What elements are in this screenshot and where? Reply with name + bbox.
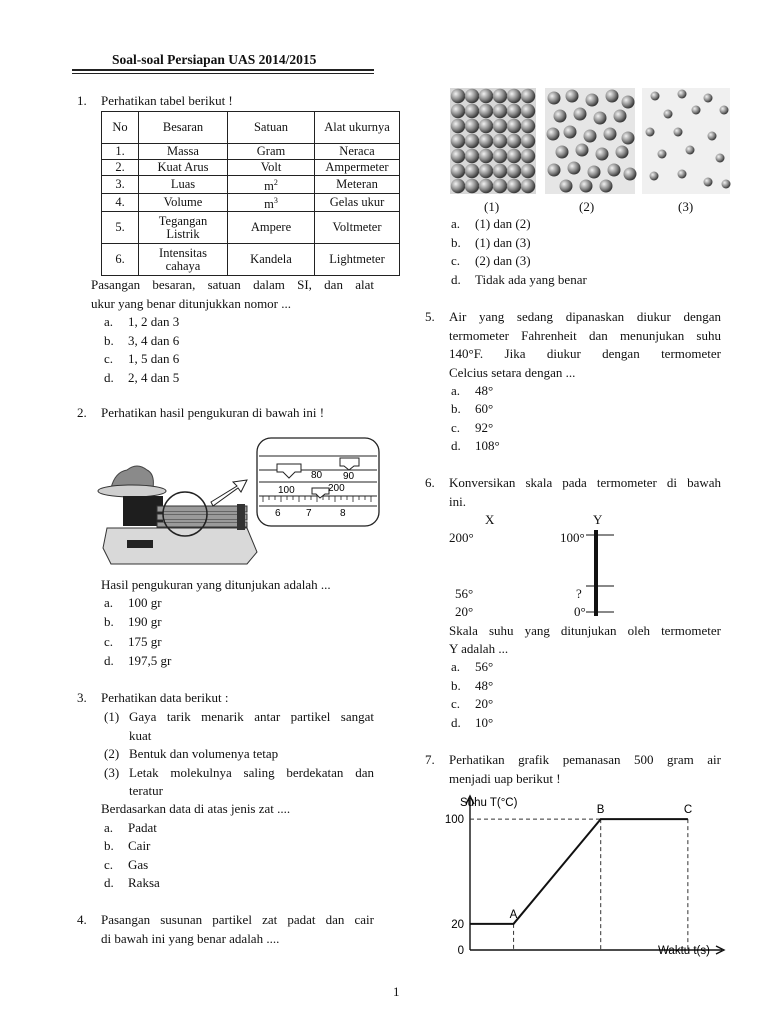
q2-prompt: Perhatikan hasil pengukuran di bawah ini ! bbox=[101, 405, 325, 420]
scale-label: 8 bbox=[340, 508, 346, 519]
particle bbox=[507, 149, 521, 163]
option-letter: c. bbox=[104, 634, 114, 649]
item-text: teratur bbox=[129, 783, 163, 798]
particle bbox=[594, 112, 607, 125]
particle bbox=[584, 130, 597, 143]
balance-beam bbox=[157, 522, 247, 527]
item-text: Bentuk dan volumenya tetap bbox=[129, 746, 279, 761]
figure-label: (3) bbox=[678, 199, 694, 214]
thermometer-stem bbox=[594, 530, 598, 616]
option-text: (1) dan (3) bbox=[475, 235, 531, 250]
option-letter: c. bbox=[451, 253, 461, 268]
particle bbox=[588, 166, 601, 179]
particle bbox=[708, 132, 717, 141]
table-cell: 2. bbox=[102, 160, 139, 176]
table-header: Besaran bbox=[139, 112, 228, 144]
thermo-x-top: 200° bbox=[449, 530, 474, 545]
unit-exponent: 2 bbox=[273, 178, 278, 187]
option-letter: c. bbox=[451, 420, 461, 435]
balance-figure bbox=[97, 436, 382, 572]
particle bbox=[720, 106, 729, 115]
q3-prompt: Perhatikan data berikut : bbox=[101, 690, 229, 705]
particle bbox=[479, 134, 493, 148]
particle bbox=[576, 144, 589, 157]
point-label: C bbox=[683, 804, 693, 817]
particle bbox=[451, 149, 465, 163]
particle bbox=[451, 134, 465, 148]
q5-line3: 140°F. Jika diukur dengan termometer bbox=[449, 346, 721, 361]
table-cell bbox=[228, 194, 315, 212]
table-cell: Gram bbox=[228, 144, 315, 160]
scale-label: 80 bbox=[311, 470, 323, 481]
y-tick-label: 100 bbox=[444, 814, 464, 827]
particle bbox=[616, 146, 629, 159]
option-letter: a. bbox=[104, 314, 114, 329]
option-letter: b. bbox=[104, 614, 114, 629]
q7-line2: menjadi uap berikut ! bbox=[449, 771, 561, 786]
particle bbox=[564, 126, 577, 139]
option-text: 92° bbox=[475, 420, 494, 435]
unit-text: m bbox=[264, 179, 274, 194]
particle bbox=[624, 168, 637, 181]
balance-beam bbox=[157, 514, 247, 520]
particle bbox=[646, 128, 655, 137]
q5-line1: Air yang sedang dipanaskan diukur dengan bbox=[449, 309, 721, 324]
thermo-y-mid: ? bbox=[576, 586, 582, 601]
table-cell: Intensitas cahaya bbox=[139, 244, 228, 276]
header-rule bbox=[72, 69, 374, 71]
table-header: Alat ukurnya bbox=[315, 112, 400, 144]
balance-pan bbox=[98, 485, 166, 497]
option-letter: b. bbox=[451, 678, 461, 693]
option-letter: d. bbox=[104, 653, 114, 668]
particle bbox=[604, 128, 617, 141]
table-cell: Massa bbox=[139, 144, 228, 160]
scale-label: 90 bbox=[343, 471, 355, 482]
particle bbox=[722, 180, 731, 189]
table-cell: Kandela bbox=[228, 244, 315, 276]
particle bbox=[686, 146, 695, 155]
option-text: Padat bbox=[128, 820, 157, 835]
particle bbox=[465, 89, 479, 103]
thermo-x-label: X bbox=[485, 512, 495, 527]
particle bbox=[622, 96, 635, 109]
page-number: 1 bbox=[393, 984, 400, 999]
thermo-y-bot: 0° bbox=[574, 604, 586, 619]
table-cell: 1. bbox=[102, 144, 139, 160]
q7-line1: Perhatikan grafik pemanasan 500 gram air bbox=[449, 752, 721, 767]
particle bbox=[479, 119, 493, 133]
figure-label: (2) bbox=[579, 199, 595, 214]
q6-stem2: Y adalah ... bbox=[449, 641, 509, 656]
item-text: Letak molekulnya saling berdekatan dan bbox=[129, 765, 374, 780]
x-axis-title: Waktu t(s) bbox=[658, 945, 710, 957]
option-letter: a. bbox=[104, 595, 114, 610]
particle bbox=[493, 164, 507, 178]
particle bbox=[521, 179, 535, 193]
particle bbox=[521, 119, 535, 133]
option-letter: d. bbox=[451, 272, 461, 287]
table-header: Satuan bbox=[228, 112, 315, 144]
balance-beam bbox=[157, 506, 247, 512]
y-tick-label: 0 bbox=[457, 945, 464, 957]
particle bbox=[556, 146, 569, 159]
particle bbox=[566, 90, 579, 103]
particle bbox=[451, 89, 465, 103]
item-number: (3) bbox=[104, 765, 120, 780]
unit-text: m bbox=[264, 197, 274, 212]
table-cell: 4. bbox=[102, 194, 139, 212]
option-text: Cair bbox=[128, 838, 151, 853]
option-text: (2) dan (3) bbox=[475, 253, 531, 268]
scale-label: 6 bbox=[275, 508, 281, 519]
q3-number: 3. bbox=[77, 690, 87, 705]
point-label: B bbox=[596, 804, 605, 817]
y-tick-label: 20 bbox=[451, 918, 464, 931]
particle bbox=[586, 94, 599, 107]
particle bbox=[521, 104, 535, 118]
q1-stem-line1: Pasangan besaran, satuan dalam SI, dan alat bbox=[91, 277, 374, 292]
particle bbox=[451, 164, 465, 178]
q1-table bbox=[101, 111, 400, 276]
option-text: Raksa bbox=[128, 875, 160, 890]
particle bbox=[465, 119, 479, 133]
option-text: 20° bbox=[475, 696, 494, 711]
option-letter: d. bbox=[451, 438, 461, 453]
particle bbox=[674, 128, 683, 137]
table-cell: Volume bbox=[139, 194, 228, 212]
table-cell: Voltmeter bbox=[315, 212, 400, 244]
option-text: 108° bbox=[475, 438, 500, 453]
particle bbox=[548, 164, 561, 177]
table-cell: Kuat Arus bbox=[139, 160, 228, 176]
thermo-x-mid: 56° bbox=[455, 586, 474, 601]
table-cell: Luas bbox=[139, 176, 228, 194]
particle bbox=[479, 104, 493, 118]
particle bbox=[580, 180, 593, 193]
balance-label bbox=[127, 540, 153, 548]
table-cell: 3. bbox=[102, 176, 139, 194]
q5-line4: Celcius setara dengan ... bbox=[449, 365, 576, 380]
q1-prompt: Perhatikan tabel berikut ! bbox=[101, 93, 233, 108]
particle bbox=[650, 172, 659, 181]
item-text: Gaya tarik menarik antar partikel sangat bbox=[129, 709, 374, 724]
table-cell: Lightmeter bbox=[315, 244, 400, 276]
option-letter: b. bbox=[104, 838, 114, 853]
particle bbox=[574, 108, 587, 121]
point-label: A bbox=[509, 908, 518, 921]
option-text: 175 gr bbox=[128, 634, 162, 649]
particle bbox=[596, 148, 609, 161]
option-text: 60° bbox=[475, 401, 494, 416]
particle bbox=[493, 89, 507, 103]
q4-line2: di bawah ini yang benar adalah .... bbox=[101, 931, 280, 946]
thermo-y-top: 100° bbox=[560, 530, 585, 545]
particle bbox=[507, 134, 521, 148]
option-text: Tidak ada yang benar bbox=[475, 272, 587, 287]
option-letter: b. bbox=[451, 401, 461, 416]
particle bbox=[465, 134, 479, 148]
particle bbox=[704, 178, 713, 187]
option-text: 3, 4 dan 6 bbox=[128, 333, 180, 348]
particle bbox=[507, 104, 521, 118]
particle bbox=[507, 179, 521, 193]
particle bbox=[493, 119, 507, 133]
item-number: (2) bbox=[104, 746, 120, 761]
particle bbox=[678, 170, 687, 179]
unit-exponent: 3 bbox=[273, 196, 278, 206]
option-text: 1, 2 dan 3 bbox=[128, 314, 180, 329]
option-letter: d. bbox=[104, 875, 114, 890]
q7-number: 7. bbox=[425, 752, 435, 767]
option-letter: b. bbox=[104, 333, 114, 348]
particle bbox=[560, 180, 573, 193]
table-header: No bbox=[102, 112, 139, 144]
particle bbox=[451, 119, 465, 133]
particle bbox=[692, 106, 701, 115]
option-letter: b. bbox=[451, 235, 461, 250]
q5-number: 5. bbox=[425, 309, 435, 324]
particle bbox=[554, 110, 567, 123]
q5-line2: termometer Fahrenheit dan menunjukan suhu bbox=[449, 328, 721, 343]
q3-stem: Berdasarkan data di atas jenis zat .... bbox=[101, 801, 291, 816]
thermo-y-label: Y bbox=[593, 512, 603, 527]
q4-number: 4. bbox=[77, 912, 87, 927]
option-text: 190 gr bbox=[128, 614, 162, 629]
option-letter: d. bbox=[104, 370, 114, 385]
particle bbox=[493, 104, 507, 118]
particle bbox=[465, 149, 479, 163]
header-rule-thin bbox=[72, 73, 374, 74]
particle bbox=[658, 150, 667, 159]
particle bbox=[479, 89, 493, 103]
thermo-x-bot: 20° bbox=[455, 604, 474, 619]
particle bbox=[521, 164, 535, 178]
particle bbox=[479, 149, 493, 163]
particle bbox=[664, 110, 673, 119]
q6-number: 6. bbox=[425, 475, 435, 490]
option-letter: c. bbox=[104, 857, 114, 872]
particle bbox=[548, 92, 561, 105]
balance-pointer bbox=[237, 504, 245, 530]
option-text: 100 gr bbox=[128, 595, 162, 610]
particle bbox=[678, 90, 687, 99]
heating-graph bbox=[440, 790, 730, 968]
particle bbox=[493, 179, 507, 193]
particle bbox=[507, 119, 521, 133]
thermometer-y bbox=[584, 528, 616, 620]
q6-line1: Konversikan skala pada termometer di bawah bbox=[449, 475, 721, 490]
table-cell: 5. bbox=[102, 212, 139, 244]
particle bbox=[568, 162, 581, 175]
scale-label: 200 bbox=[328, 483, 345, 494]
figure-label: (1) bbox=[484, 199, 500, 214]
particle bbox=[493, 149, 507, 163]
option-text: 2, 4 dan 5 bbox=[128, 370, 180, 385]
q1-number: 1. bbox=[77, 93, 87, 108]
option-text: 48° bbox=[475, 678, 494, 693]
table-cell: Ampermeter bbox=[315, 160, 400, 176]
q1-stem-line2: ukur yang benar ditunjukkan nomor ... bbox=[91, 296, 292, 311]
option-letter: a. bbox=[104, 820, 114, 835]
option-text: Gas bbox=[128, 857, 149, 872]
particle bbox=[451, 104, 465, 118]
particle bbox=[521, 134, 535, 148]
particle bbox=[465, 164, 479, 178]
particle bbox=[479, 164, 493, 178]
option-text: 10° bbox=[475, 715, 494, 730]
particle bbox=[614, 110, 627, 123]
particle bbox=[716, 154, 725, 163]
particle bbox=[622, 132, 635, 145]
item-text: kuat bbox=[129, 728, 152, 743]
particle bbox=[465, 179, 479, 193]
particle bbox=[507, 164, 521, 178]
particle bbox=[600, 180, 613, 193]
particle bbox=[606, 90, 619, 103]
table-cell bbox=[228, 176, 315, 194]
option-text: 56° bbox=[475, 659, 494, 674]
arrow-icon bbox=[211, 480, 247, 506]
q6-stem1: Skala suhu yang ditunjukan oleh termometer bbox=[449, 623, 721, 638]
particle-figures bbox=[450, 88, 732, 196]
option-letter: d. bbox=[451, 715, 461, 730]
series-line bbox=[470, 819, 688, 924]
item-number: (1) bbox=[104, 709, 120, 724]
particle bbox=[465, 104, 479, 118]
table-cell: Meteran bbox=[315, 176, 400, 194]
particle bbox=[608, 164, 621, 177]
particle bbox=[479, 179, 493, 193]
particle bbox=[521, 89, 535, 103]
option-letter: c. bbox=[104, 351, 114, 366]
option-letter: a. bbox=[451, 216, 461, 231]
q6-line2: ini. bbox=[449, 494, 466, 509]
option-letter: a. bbox=[451, 659, 461, 674]
option-text: 1, 5 dan 6 bbox=[128, 351, 180, 366]
option-letter: c. bbox=[451, 696, 461, 711]
particle bbox=[493, 134, 507, 148]
option-letter: a. bbox=[451, 383, 461, 398]
particle bbox=[651, 92, 660, 101]
table-cell: 6. bbox=[102, 244, 139, 276]
q4-line1: Pasangan susunan partikel zat padat dan cair bbox=[101, 912, 374, 927]
table-cell: Tegangan Listrik bbox=[139, 212, 228, 244]
particle bbox=[521, 149, 535, 163]
table-cell: Ampere bbox=[228, 212, 315, 244]
option-text: 197,5 gr bbox=[128, 653, 172, 668]
scale-label: 7 bbox=[306, 508, 312, 519]
particle bbox=[704, 94, 713, 103]
particle bbox=[547, 128, 560, 141]
table-cell: Gelas ukur bbox=[315, 194, 400, 212]
y-axis-title: Suhu T(°C) bbox=[460, 797, 518, 809]
table-cell: Neraca bbox=[315, 144, 400, 160]
option-text: 48° bbox=[475, 383, 494, 398]
particle bbox=[451, 179, 465, 193]
q2-stem: Hasil pengukuran yang ditunjukan adalah ... bbox=[101, 577, 331, 592]
option-text: (1) dan (2) bbox=[475, 216, 531, 231]
page-title: Soal-soal Persiapan UAS 2014/2015 bbox=[112, 52, 317, 67]
particle bbox=[507, 89, 521, 103]
scale-label: 100 bbox=[278, 485, 295, 496]
balance-base bbox=[103, 528, 257, 564]
table-cell: Volt bbox=[228, 160, 315, 176]
q2-number: 2. bbox=[77, 405, 87, 420]
